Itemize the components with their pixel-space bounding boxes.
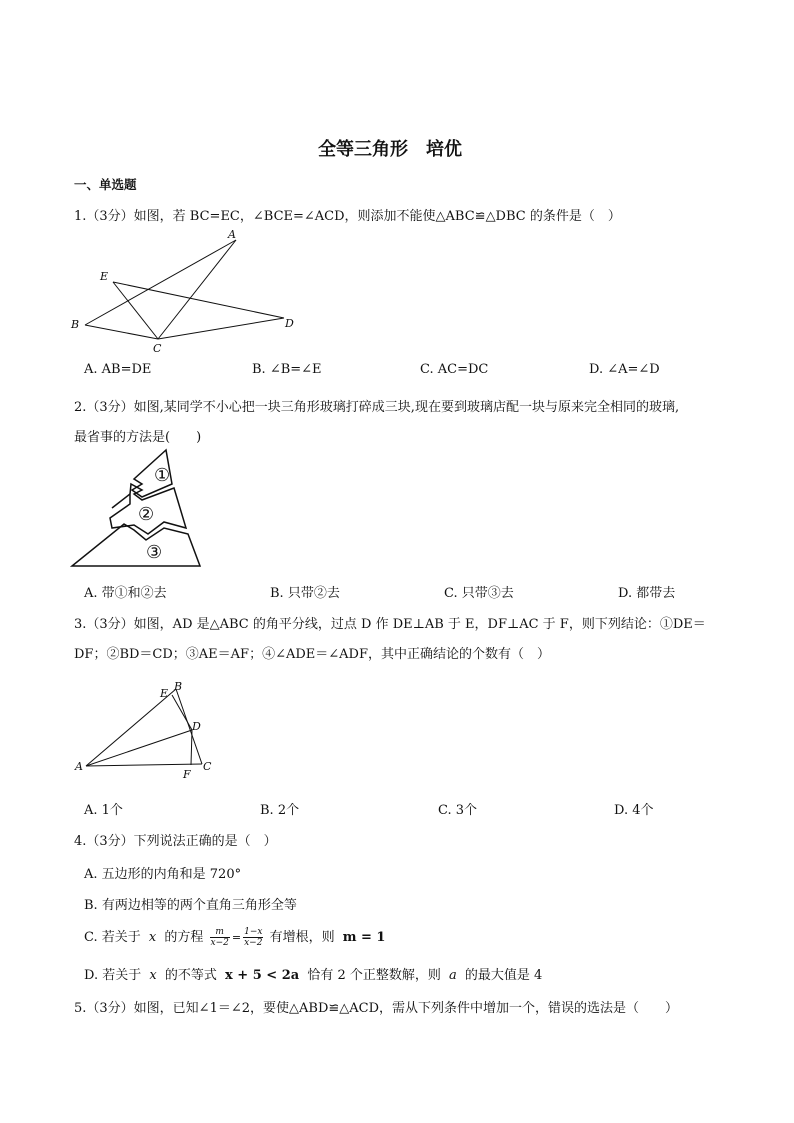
fig1-label-b: B	[71, 318, 80, 331]
fig1-label-c: C	[153, 342, 162, 355]
q4d-tail: 的最大值是 4	[464, 968, 543, 983]
fig3-label-c: C	[203, 760, 212, 773]
q4-option-b[interactable]: B. 有两边相等的两个直角三角形全等	[84, 898, 297, 913]
piece-2-label: ②	[138, 504, 155, 525]
q4-option-a[interactable]: A. 五边形的内角和是 720°	[84, 867, 242, 882]
q1-option-c[interactable]: C. AC=DC	[420, 362, 489, 377]
q4c-fraction-2-num: 1−x	[244, 927, 263, 937]
q4-option-c[interactable]	[84, 926, 385, 948]
fig1-label-e: E	[100, 270, 109, 283]
q4d-var-a: a	[449, 968, 457, 983]
question-3-stem-line1: 3.（3分）如图，AD 是△ABC 的角平分线，过点 D 作 DE⊥AB 于 E，DF⊥AC 于 F，则下列结论：①DE＝	[74, 617, 706, 632]
piece-3-label: ③	[146, 542, 163, 563]
q4d-var-x: x	[149, 968, 157, 983]
question-1-stem: 1.（3分）如图，若 BC=EC，∠BCE=∠ACD，则添加不能使△ABC≌△DBC 的条件是（ ）	[74, 209, 621, 224]
fig3-label-f: F	[183, 768, 191, 781]
fig3-label-d: D	[192, 720, 201, 733]
question-5-stem: 5.（3分）如图，已知∠1＝∠2，要使△ABD≌△ACD，需从下列条件中增加一个，错误的选法是（ ）	[74, 1001, 679, 1016]
question-1-figure	[68, 228, 303, 358]
fig3-label-a: A	[75, 760, 83, 773]
q4d-inequality: x + 5 < 2a	[225, 968, 300, 983]
question-3-stem-line2: DF；②BD＝CD；③AE＝AF；④∠ADE＝∠ADF，其中正确结论的个数有（ ）	[74, 647, 550, 662]
q4c-fraction-1-num: m	[210, 927, 230, 938]
question-4-stem: 4.（3分）下列说法正确的是（ ）	[74, 834, 277, 849]
q3-option-b[interactable]: B. 2个	[260, 803, 300, 818]
q4c-mid: 的方程	[164, 930, 204, 945]
fig3-label-b: B	[174, 680, 183, 693]
q2-option-a[interactable]: A. 带①和②去	[84, 586, 167, 601]
q4c-tail: 有增根，则	[269, 930, 335, 945]
q4c-fraction-2	[243, 927, 263, 948]
q3-option-c[interactable]: C. 3个	[438, 803, 478, 818]
q4d-prefix: D. 若关于	[84, 968, 142, 983]
question-2-stem-line1: 2.（3分）如图,某同学不小心把一块三角形玻璃打碎成三块,现在要到玻璃店配一块与原来完全相同的玻璃,	[74, 400, 680, 415]
question-2-figure	[68, 446, 208, 572]
q2-option-d[interactable]: D. 都带去	[618, 586, 676, 601]
q4d-mid2: 恰有 2 个正整数解，则	[307, 968, 441, 983]
q4d-mid: 的不等式	[164, 968, 217, 983]
q1-option-b[interactable]: B. ∠B=∠E	[252, 362, 322, 377]
q4-option-d[interactable]	[84, 964, 542, 983]
q4c-fraction-1-den: x−2	[210, 938, 229, 948]
q4c-answer: m = 1	[342, 930, 386, 945]
fig3-label-e: E	[160, 687, 169, 700]
q4c-fraction-1	[210, 927, 230, 948]
q1-option-d[interactable]: D. ∠A=∠D	[589, 362, 660, 377]
section-heading: 一、单选题	[74, 177, 137, 192]
question-3-figure	[72, 672, 218, 782]
q4c-equals: =	[231, 931, 242, 944]
fig1-label-d: D	[285, 317, 294, 330]
q3-option-a[interactable]: A. 1个	[84, 803, 123, 818]
q2-option-c[interactable]: C. 只带③去	[444, 586, 514, 601]
q4c-prefix: C. 若关于	[84, 930, 141, 945]
piece-1-label: ①	[154, 465, 171, 486]
q3-option-d[interactable]: D. 4个	[614, 803, 654, 818]
q1-option-a[interactable]: A. AB=DE	[84, 362, 152, 377]
fig1-label-a: A	[228, 228, 236, 241]
q2-option-b[interactable]: B. 只带②去	[270, 586, 340, 601]
page-title: 全等三角形 培优	[318, 139, 462, 160]
q4c-var-x: x	[148, 930, 157, 945]
question-2-stem-line2: 最省事的方法是( )	[74, 430, 202, 445]
q4c-fraction-2-den: x−2	[244, 938, 263, 948]
